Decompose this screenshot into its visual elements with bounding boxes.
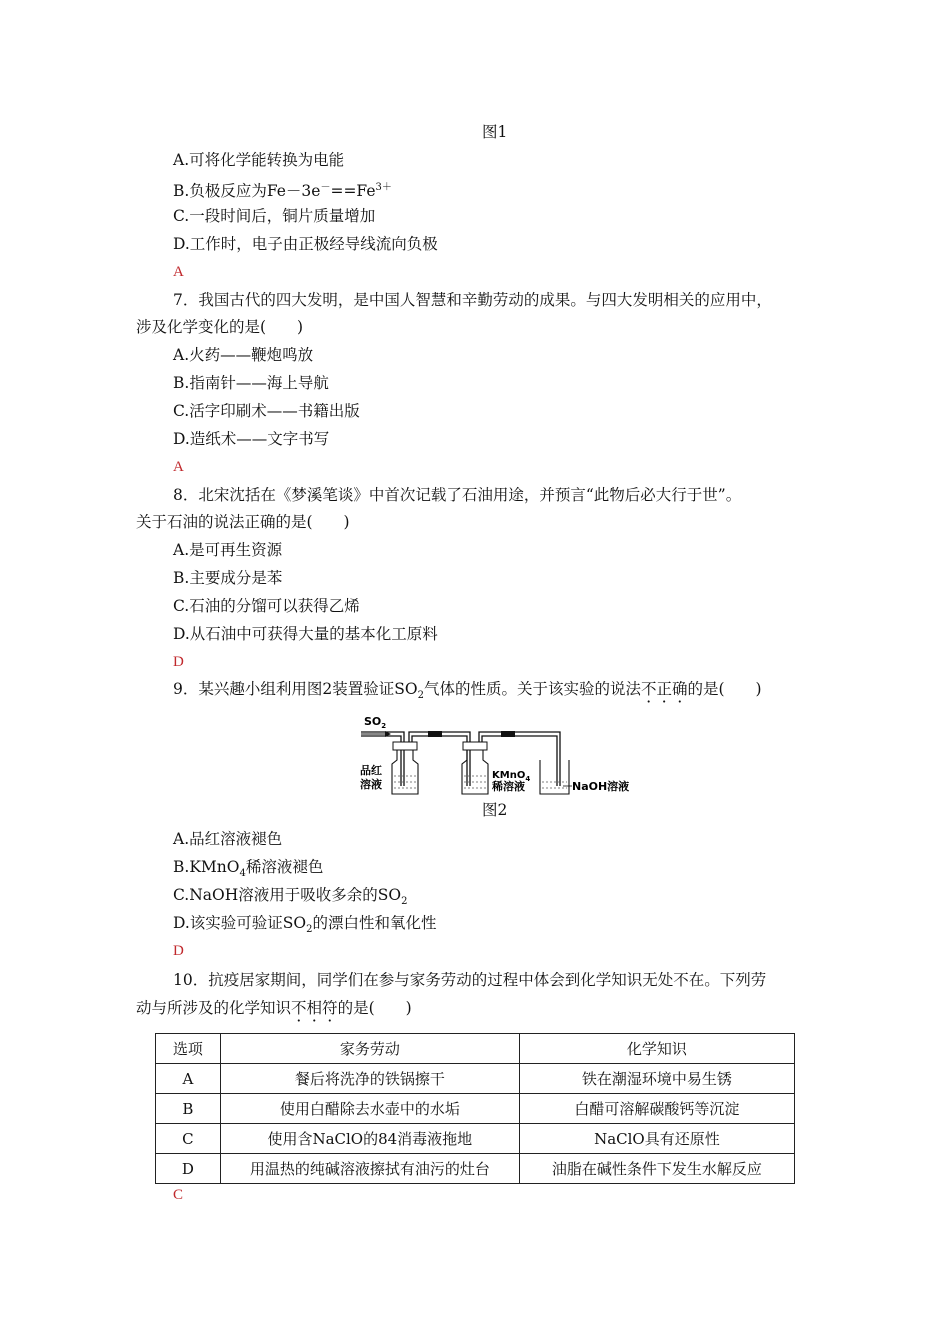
- table-row: [156, 1154, 795, 1184]
- q6-option-b-label: B.负极反应为: [173, 182, 267, 201]
- q6-b-formula-sup2: 3＋: [375, 182, 392, 193]
- q6-b-formula-sup1: －: [320, 182, 331, 193]
- table-cell: D: [156, 1154, 221, 1184]
- q9-option-d: [173, 913, 437, 940]
- q8-option-b: B.主要成分是苯: [173, 569, 283, 587]
- q6-b-formula-lhs: Fe－3e: [266, 182, 321, 201]
- q6-b-formula-mid: ==Fe: [330, 182, 376, 201]
- q9-stem-pre: 9．某兴趣小组利用图2装置验证SO: [173, 680, 418, 698]
- table-cell: 铁在潮湿环境中易生锈: [519, 1064, 794, 1094]
- q9-stem-sub: 2: [417, 690, 424, 702]
- q10-stem-line2-pre: 动与所涉及的化学知识: [136, 999, 292, 1017]
- q9-emph-3: 确: [671, 680, 688, 698]
- q9-option-b: [173, 857, 323, 884]
- q9-option-c: [173, 885, 407, 912]
- fig2-bottle1-stopper: [393, 742, 417, 750]
- fig2-bottle2-label: 稀溶液: [492, 780, 525, 793]
- q9-option-c-pre: C.NaOH溶液用于吸收多余的SO: [173, 886, 402, 904]
- q7-stem-line1: 7．我国古代的四大发明，是中国人智慧和辛勤劳动的成果。与四大发明相关的应用中，: [173, 291, 772, 309]
- q10-table: [155, 1033, 795, 1184]
- q9-option-d-sub: 2: [306, 924, 313, 936]
- table-header-row: [156, 1034, 795, 1064]
- table-cell: 使用白醋除去水壶中的水垢: [220, 1094, 519, 1124]
- fig2-so2-label: $SO_2$: [364, 715, 387, 730]
- q9-stem: [173, 679, 762, 706]
- q9-option-d-pre: D.该实验可验证SO: [173, 914, 307, 932]
- q10-emph-2: 相: [306, 999, 323, 1017]
- fig2-rubber-joint-2: [501, 731, 515, 737]
- fig2-bottle1-label-2: 溶液: [360, 778, 382, 791]
- table-cell: C: [156, 1124, 221, 1154]
- fig2-kmno4-label: KMnO$_4$: [492, 770, 531, 783]
- q8-stem-line1: 8．北宋沈括在《梦溪笔谈》中首次记载了石油用途，并预言“此物后必大行于世”。: [173, 486, 742, 504]
- fig2-beaker: [540, 760, 569, 794]
- q6-option-b: [173, 178, 392, 201]
- q8-option-a: A.是可再生资源: [173, 541, 283, 559]
- q9-option-c-sub: 2: [401, 896, 408, 908]
- q9-option-b-pre: B.KMnO: [173, 858, 240, 876]
- figure-2-apparatus: [355, 708, 640, 798]
- table-header-cell: 选项: [156, 1034, 221, 1064]
- figure-2-caption: 图2: [482, 801, 508, 819]
- fig2-connecting-tube-1-inner: [412, 736, 467, 786]
- q8-stem-line2: 关于石油的说法正确的是( ): [136, 513, 350, 531]
- q9-option-b-post: 稀溶液褪色: [245, 858, 324, 876]
- q10-emph-1: 不: [291, 999, 307, 1017]
- q7-answer: A: [173, 459, 184, 475]
- q6-answer: A: [173, 264, 184, 280]
- table-cell: 用温热的纯碱溶液擦拭有油污的灶台: [220, 1154, 519, 1184]
- fig2-bottle1: [392, 750, 418, 794]
- table-header-cell: 家务劳动: [220, 1034, 519, 1064]
- q9-option-a: A.品红溶液褪色: [173, 830, 283, 848]
- q10-stem-line2-post: 的是( ): [337, 999, 412, 1017]
- table-cell: B: [156, 1094, 221, 1124]
- table-cell: 餐后将洗净的铁锅擦干: [220, 1064, 519, 1094]
- figure-1-caption: 图1: [482, 123, 508, 141]
- q6-option-c: C.一段时间后，铜片质量增加: [173, 207, 376, 225]
- table-header-cell: 化学知识: [519, 1034, 794, 1064]
- table-row: [156, 1064, 795, 1094]
- table-cell: 白醋可溶解碳酸钙等沉淀: [519, 1094, 794, 1124]
- q10-stem-line2: [136, 998, 412, 1018]
- q10-stem-line1: 10．抗疫居家期间，同学们在参与家务劳动的过程中体会到化学知识无处不在。下列劳: [173, 971, 767, 989]
- q8-option-d: D.从石油中可获得大量的基本化工原料: [173, 625, 438, 643]
- table-cell: 油脂在碱性条件下发生水解反应: [519, 1154, 794, 1184]
- q6-option-d: D.工作时，电子由正极经导线流向负极: [173, 235, 438, 253]
- table-cell: A: [156, 1064, 221, 1094]
- q9-option-d-post: 的漂白性和氧化性: [312, 914, 437, 932]
- fig2-naoh-label: NaOH溶液: [572, 780, 630, 793]
- q6-option-a: A.可将化学能转换为电能: [173, 151, 345, 169]
- q9-emph-2: 正: [656, 680, 672, 698]
- q7-option-b: B.指南针——海上导航: [173, 374, 329, 392]
- q10-emph-3: 符: [322, 999, 338, 1017]
- q7-option-c: C.活字印刷术——书籍出版: [173, 402, 360, 420]
- q8-answer: D: [173, 654, 184, 670]
- fig2-bottle2-stopper: [463, 742, 487, 750]
- q9-emph-1: 不: [640, 680, 657, 698]
- q7-stem-line2: 涉及化学变化的是( ): [136, 318, 304, 336]
- q9-answer: D: [173, 943, 184, 959]
- table-cell: 使用含NaClO的84消毒液拖地: [220, 1124, 519, 1154]
- q7-option-d: D.造纸术——文字书写: [173, 430, 330, 448]
- q9-option-b-sub: 4: [239, 868, 246, 880]
- q7-option-a: A.火药——鞭炮鸣放: [173, 346, 314, 364]
- fig2-rubber-joint-1: [428, 731, 442, 737]
- table-row: [156, 1124, 795, 1154]
- table-cell: NaClO具有还原性: [519, 1124, 794, 1154]
- q9-stem-post: 的是( ): [687, 680, 762, 698]
- q8-option-c: C.石油的分馏可以获得乙烯: [173, 597, 360, 615]
- table-row: [156, 1094, 795, 1124]
- q9-stem-mid: 气体的性质。关于该实验的说法: [423, 680, 641, 698]
- fig2-bottle1-label-1: 品红: [360, 764, 382, 777]
- fig2-bottle2: [462, 750, 488, 794]
- q10-answer: C: [173, 1187, 184, 1203]
